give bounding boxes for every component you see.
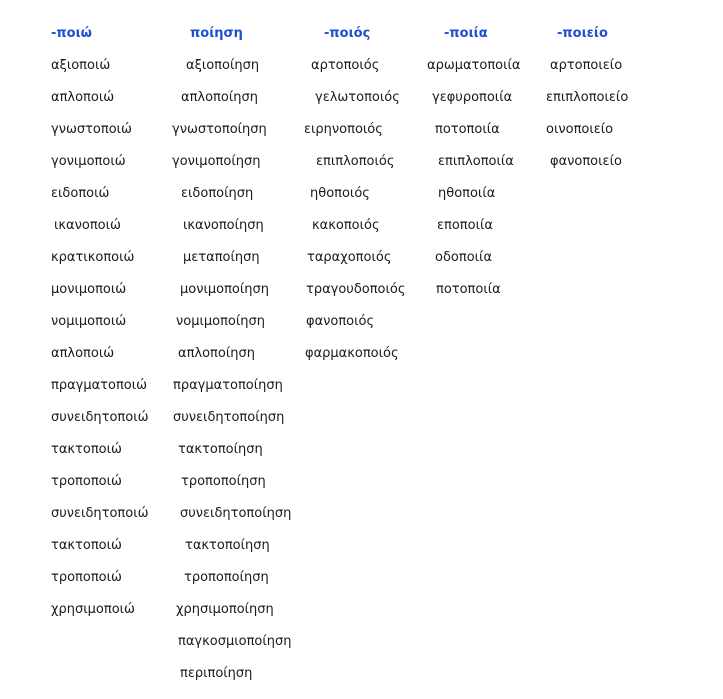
- word-cell: γνωστοποιώ: [51, 122, 132, 137]
- word-cell: επιπλοποιείο: [546, 90, 629, 105]
- word-cell: συνειδητοποιώ: [51, 506, 149, 521]
- column-header: ποίηση: [190, 26, 243, 41]
- word-cell: χρησιμοποίηση: [176, 602, 274, 617]
- word-cell: φανοποιός: [306, 314, 375, 329]
- column-header: -ποιείο: [557, 26, 608, 41]
- word-cell: κρατικοποιώ: [51, 250, 135, 265]
- word-cell: μονιμοποίηση: [180, 282, 270, 297]
- word-cell: χρησιμοποιώ: [51, 602, 135, 617]
- word-cell: ικανοποιώ: [54, 218, 121, 233]
- word-cell: ειδοποίηση: [181, 186, 254, 201]
- word-cell: τροποποίηση: [181, 474, 266, 489]
- word-cell: αρωματοποιία: [427, 58, 521, 73]
- word-cell: επιπλοποιία: [438, 154, 514, 169]
- word-cell: συνειδητοποίηση: [180, 506, 292, 521]
- word-cell: μονιμοποιώ: [51, 282, 127, 297]
- word-cell: ικανοποίηση: [183, 218, 264, 233]
- word-cell: οινοποιείο: [546, 122, 614, 137]
- column-poiia: [427, 24, 520, 306]
- word-cell: γελωτοποιός: [315, 90, 400, 105]
- word-cell: ταραχοποιός: [307, 250, 392, 265]
- word-cell: τροποποιώ: [51, 474, 122, 489]
- word-cell: τακτοποίηση: [185, 538, 270, 553]
- word-cell: παγκοσμιοποίηση: [178, 634, 292, 649]
- word-cell: τροποποίηση: [184, 570, 269, 585]
- word-cell: ποτοποιία: [435, 122, 500, 137]
- word-cell: απλοποίηση: [181, 90, 258, 105]
- word-cell: απλοποιώ: [51, 346, 115, 361]
- column-header: -ποιώ: [51, 26, 92, 41]
- column-poios: [304, 24, 404, 370]
- word-cell: ηθοποιός: [310, 186, 370, 201]
- word-cell: ποτοποιία: [436, 282, 501, 297]
- word-cell: αξιοποίηση: [186, 58, 260, 73]
- word-cell: κακοποιός: [312, 218, 380, 233]
- word-cell: τραγουδοποιός: [306, 282, 406, 297]
- word-cell: νομιμοποίηση: [176, 314, 266, 329]
- column-header: -ποιία: [444, 26, 488, 41]
- word-cell: απλοποιώ: [51, 90, 115, 105]
- word-cell: τακτοποιώ: [51, 538, 122, 553]
- word-cell: οδοποιία: [435, 250, 493, 265]
- word-cell: ειδοποιώ: [51, 186, 110, 201]
- word-cell: ειρηνοποιός: [304, 122, 383, 137]
- word-cell: γνωστοποίηση: [172, 122, 267, 137]
- column-poieio: [546, 24, 628, 178]
- word-cell: συνειδητοποίηση: [173, 410, 285, 425]
- word-cell: γεφυροποιία: [432, 90, 513, 105]
- word-cell: μεταποίηση: [183, 250, 260, 265]
- word-cell: απλοποίηση: [178, 346, 255, 361]
- word-cell: φανοποιείο: [550, 154, 622, 169]
- word-cell: αξιοποιώ: [51, 58, 111, 73]
- word-cell: φαρμακοποιός: [305, 346, 399, 361]
- word-cell: συνειδητοποιώ: [51, 410, 149, 425]
- word-cell: πραγματοποιώ: [51, 378, 148, 393]
- word-cell: εποποιία: [437, 218, 493, 233]
- word-cell: αρτοποιείο: [550, 58, 623, 73]
- word-cell: πραγματοποίηση: [173, 378, 283, 393]
- column-poio: [51, 24, 149, 626]
- word-cell: γονιμοποιώ: [51, 154, 126, 169]
- word-cell: τακτοποίηση: [178, 442, 263, 457]
- word-cell: περιποίηση: [180, 666, 253, 681]
- word-cell: ηθοποιία: [438, 186, 496, 201]
- word-cell: τροποποιώ: [51, 570, 122, 585]
- word-cell: νομιμοποιώ: [51, 314, 127, 329]
- word-cell: γονιμοποίηση: [172, 154, 261, 169]
- word-cell: αρτοποιός: [311, 58, 380, 73]
- word-cell: τακτοποιώ: [51, 442, 122, 457]
- word-cell: επιπλοποιός: [316, 154, 395, 169]
- column-poiisi: [172, 24, 292, 690]
- column-header: -ποιός: [324, 26, 371, 41]
